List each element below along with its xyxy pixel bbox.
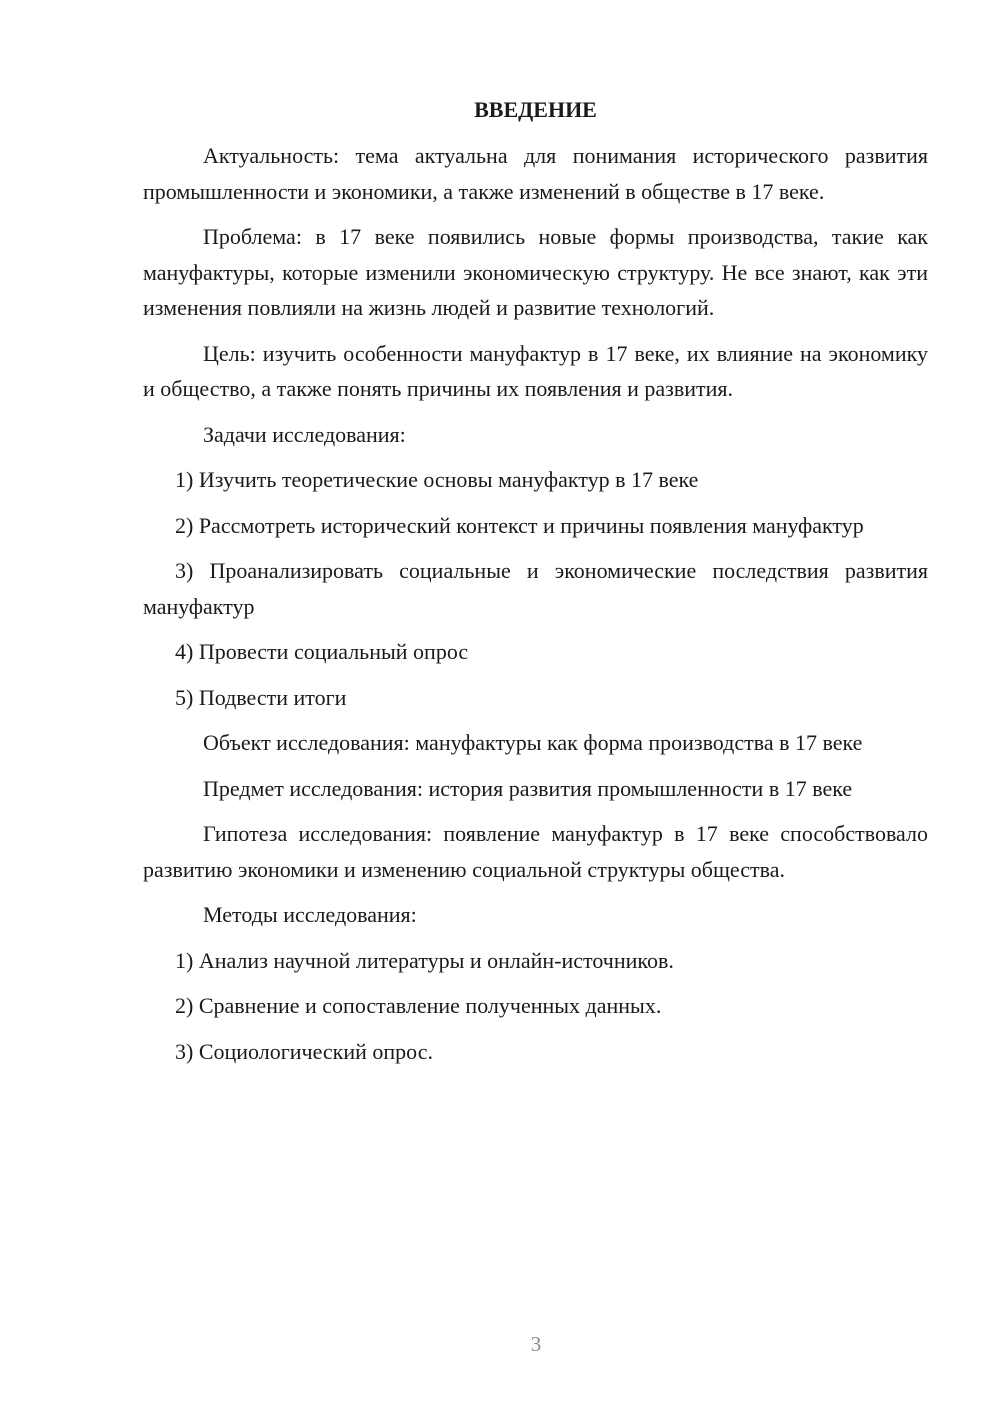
task-item: 1) Изучить теоретические основы мануфактур в 17 веке <box>175 467 699 492</box>
task-item: 5) Подвести итоги <box>175 684 347 710</box>
method-item: 3) Социологический опрос. <box>175 1038 433 1064</box>
problem-paragraph: Проблема: в 17 веке появились новые формы производства, такие как мануфактуры, которые изменили экономическую структуру. Не все знают, как эти изменения повлияли на жизнь людей и развитие технологий. <box>143 224 928 320</box>
object-paragraph: Объект исследования: мануфактуры как форма производства в 17 веке <box>203 730 863 755</box>
method-item: 2) Сравнение и сопоставление полученных данных. <box>175 993 662 1018</box>
hypothesis-paragraph: Гипотеза исследования: появление мануфактур в 17 веке способствовало развитию экономики и изменению социальной структуры общества. <box>143 821 928 882</box>
task-item: 2) Рассмотреть исторический контекст и причины появления мануфактур <box>175 512 864 538</box>
goal-paragraph: Цель: изучить особенности мануфактур в 17 веке, их влияние на экономику и общество, а также понять причины их появления и развития. <box>143 340 928 401</box>
relevance-paragraph: Актуальность: тема актуальна для понимания исторического развития промышленности и экономики, а также изменений в обществе в 17 веке. <box>143 143 928 204</box>
task-item: 3) Проанализировать социальные и экономические последствия развития мануфактур <box>143 558 928 619</box>
page-number: 3 <box>530 1332 542 1356</box>
tasks-title: Задачи исследования: <box>203 421 406 447</box>
subject-paragraph: Предмет исследования: история развития промышленности в 17 веке <box>203 775 853 801</box>
section-heading: ВВЕДЕНИЕ <box>474 97 597 122</box>
page-content <box>143 92 928 1079</box>
task-item: 4) Провести социальный опрос <box>175 639 469 664</box>
methods-title: Методы исследования: <box>203 902 417 927</box>
method-item: 1) Анализ научной литературы и онлайн-источников. <box>175 947 674 973</box>
